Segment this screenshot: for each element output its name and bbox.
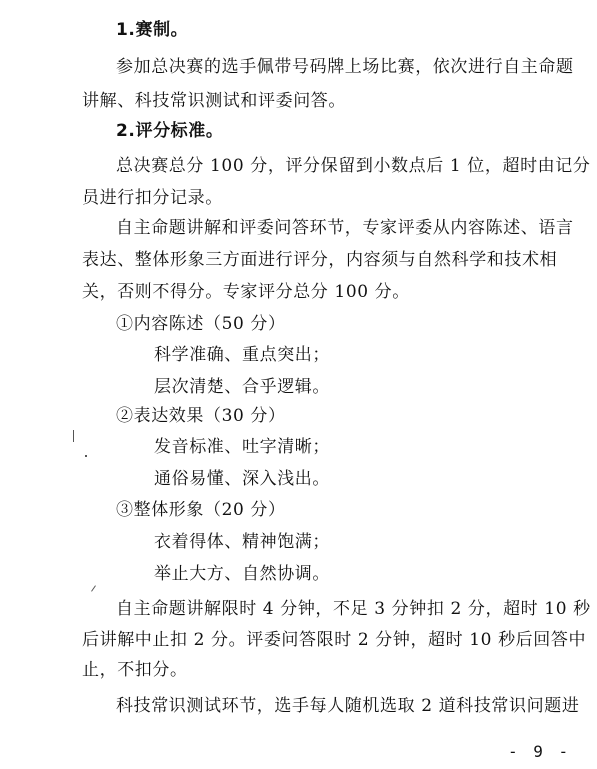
- criterion-3-item-1: 衣着得体、精神饱满；: [154, 532, 330, 552]
- time-limit-paragraph-line-3: 止，不扣分。: [82, 660, 188, 680]
- criterion-3-title: ③整体形象（20 分）: [116, 500, 286, 520]
- criterion-2-item-1: 发音标准、吐字清晰；: [154, 437, 330, 457]
- section-1-paragraph-line-2: 讲解、科技常识测试和评委问答。: [82, 91, 346, 111]
- time-limit-paragraph-line-2: 后讲解中止扣 2 分。评委问答限时 2 分钟，超时 10 秒后回答中: [82, 630, 587, 650]
- criterion-1-title: ①内容陈述（50 分）: [116, 314, 286, 334]
- scan-mark: [73, 430, 74, 442]
- scan-mark: [91, 585, 96, 591]
- criterion-2-title: ②表达效果（30 分）: [116, 406, 286, 426]
- judging-paragraph-line-1: 自主命题讲解和评委问答环节，专家评委从内容陈述、语言: [116, 218, 574, 238]
- criterion-1-item-2: 层次清楚、合乎逻辑。: [154, 377, 330, 397]
- scan-mark: [85, 455, 87, 457]
- judging-paragraph-line-2: 表达、整体形象三方面进行评分，内容须与自然科学和技术相: [82, 250, 558, 270]
- criterion-2-item-2: 通俗易懂、深入浅出。: [154, 469, 330, 489]
- section-1-heading: 1.赛制。: [116, 20, 189, 40]
- criterion-3-item-2: 举止大方、自然协调。: [154, 564, 330, 584]
- score-paragraph-line-1: 总决赛总分 100 分，评分保留到小数点后 1 位，超时由记分: [116, 156, 591, 176]
- judging-paragraph-line-3: 关，否则不得分。专家评分总分 100 分。: [82, 282, 410, 302]
- page-number: - 9 -: [508, 742, 572, 761]
- section-1-paragraph-line-1: 参加总决赛的选手佩带号码牌上场比赛，依次进行自主命题: [116, 57, 574, 77]
- quiz-paragraph-line-1: 科技常识测试环节，选手每人随机选取 2 道科技常识问题进: [116, 696, 580, 716]
- criterion-1-item-1: 科学准确、重点突出；: [154, 345, 330, 365]
- section-2-heading: 2.评分标准。: [116, 121, 224, 141]
- time-limit-paragraph-line-1: 自主命题讲解限时 4 分钟，不足 3 分钟扣 2 分，超时 10 秒: [116, 599, 591, 619]
- score-paragraph-line-2: 员进行扣分记录。: [82, 188, 223, 208]
